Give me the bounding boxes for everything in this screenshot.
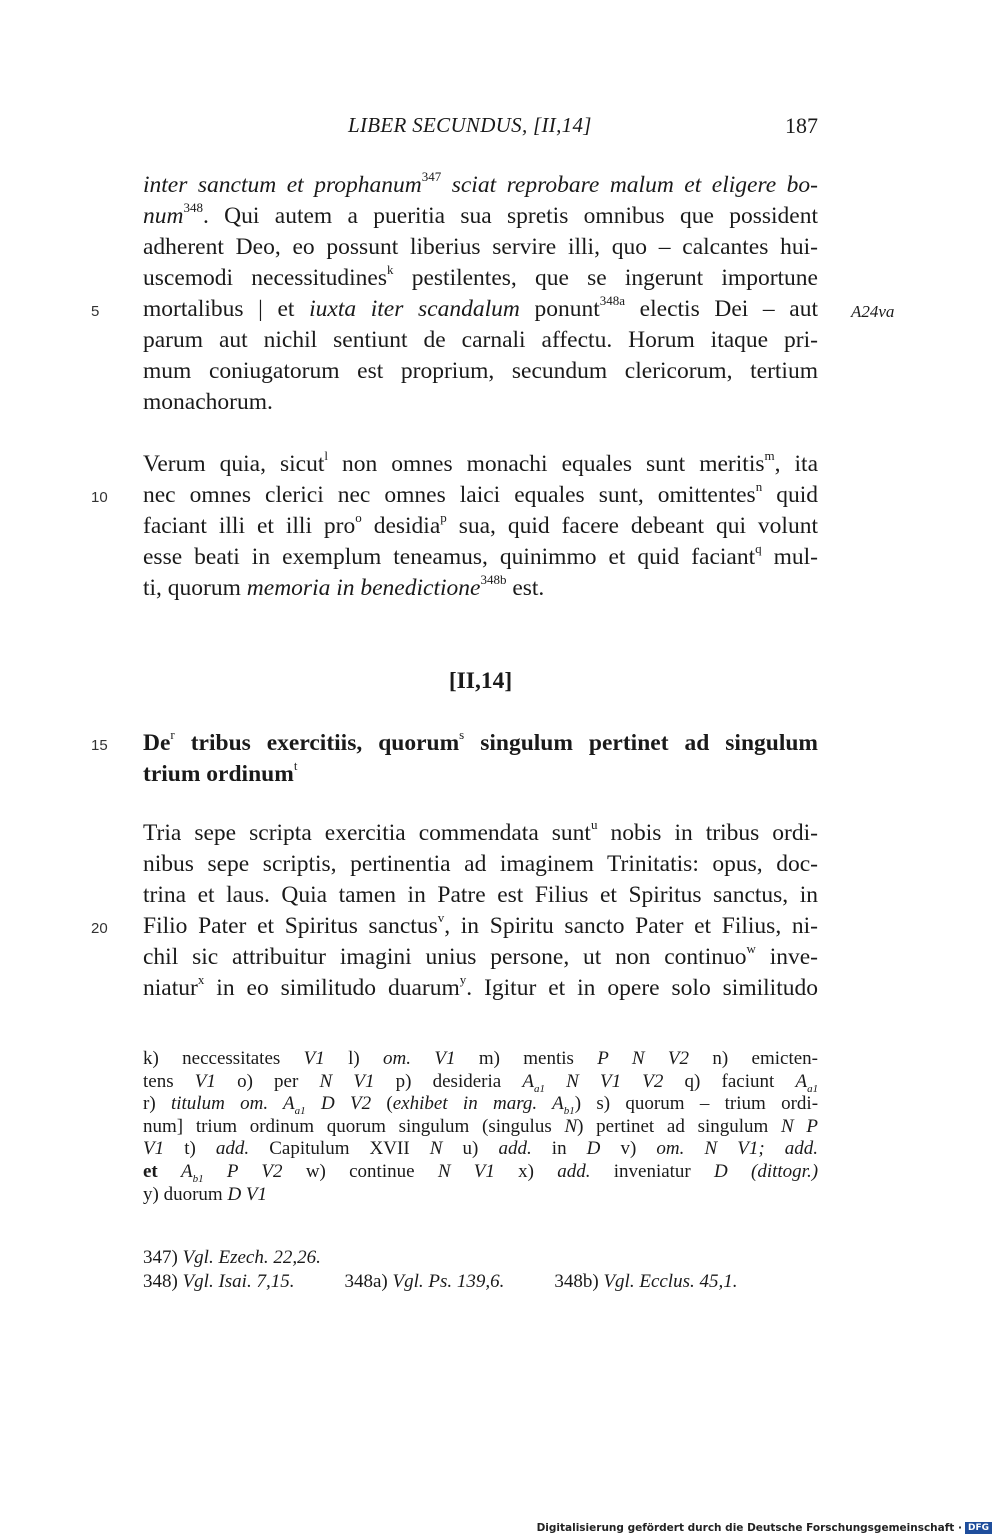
line-number: 15: [91, 737, 108, 754]
dfg-logo: DFG: [965, 1522, 992, 1534]
text-line: Tria sepe scripta exercitia commendata sunt$^u$ nobis in tribus ordi-: [143, 817, 818, 846]
text-line: mum coniugatorum est proprium, secundum clericorum, tertium: [143, 358, 818, 384]
line-number: 5: [91, 303, 100, 320]
text-line: nibus sepe scriptis, pertinentia ad imaginem Trinitatis: opus, doc-: [143, 851, 818, 877]
source-line: 347) Vgl. Ezech. 22,26.: [143, 1247, 321, 1268]
text-line: uscemodi necessitudines$^k$ pestilentes, que se ingerunt importune: [143, 262, 818, 291]
paragraph-2: [91, 448, 819, 604]
text-line: trina et laus. Quia tamen in Patre est Filius et Spiritus sanctus, in: [143, 882, 818, 908]
page-number: 187: [785, 113, 818, 138]
apparatus-line: tens V1 o) per N V1 p) desideria $A_{a1}$ N V1 V2 q) faciunt $A_{a1}$: [143, 1070, 819, 1095]
text-line: num$^{348}$. Qui autem a pueritia sua spretis omnibus que possident: [143, 200, 818, 229]
apparatus-line: num] trium ordinum quorum singulum (singulus N) pertinet ad singulum N P: [143, 1115, 819, 1137]
apparatus-line: et $A_{b1}$ P V2 w) continue N V1 x) add. inveniatur D (dittogr.): [143, 1160, 819, 1185]
apparatus-line: r) titulum om. $A_{a1}$ D V2 (exhibet in marg. $A_{b1}$) s) quorum – trium ordi-: [143, 1093, 819, 1117]
text-line: chil sic attribuitur imagini unius persone, ut non continuo$^w$ inve-: [143, 941, 818, 970]
text-line: 5 mortalibus | et iuxta iter scandalum ponunt$^{348a}$ electis Dei – aut A24va: [143, 294, 818, 325]
text-line: niatur$^x$ in eo similitudo duarum$^y$. Igitur et in opere solo similitudo: [143, 972, 818, 1001]
source-line: 348) Vgl. Isai. 7,15. 348a) Vgl. Ps. 139,6. 348b) Vgl. Ecclus. 45,1.: [143, 1271, 738, 1292]
text-line: trium ordinum$^t$: [143, 758, 298, 787]
line-number: 20: [91, 920, 108, 937]
line-number: 10: [91, 489, 108, 506]
text-line: faciant illi et illi pro$^o$ desidia$^p$ sua, quid facere debeant qui volunt: [143, 510, 818, 539]
apparatus-line: y) duorum D V1: [143, 1183, 268, 1205]
text-line: esse beati in exemplum teneamus, quinimmo et quid faciant$^q$ mul-: [143, 541, 818, 570]
paragraph-1: [91, 169, 895, 418]
section-heading: [II,14]: [448, 668, 513, 694]
text-line: inter sanctum et prophanum$^{347}$ sciat reprobare malum et eligere bo-: [143, 169, 818, 198]
apparatus-line: V1 t) add. Capitulum XVII N u) add. in D v) om. N V1; add.: [143, 1138, 819, 1160]
text-line: 20 Filio Pater et Spiritus sanctus$^v$, in Spiritu sancto Pater et Filius, ni-: [143, 911, 818, 942]
text-line: 10 nec omnes clerici nec omnes laici equales sunt, omittentes$^n$ quid: [143, 480, 818, 511]
chapter-title: [91, 727, 819, 790]
text-line: 15 De$^r$ tribus exercitiis, quorum$^s$ singulum pertinet ad singulum: [143, 728, 818, 759]
text-line: parum aut nichil sentiunt de carnali affectu. Horum itaque pri-: [143, 327, 818, 353]
digitization-credit: Digitalisierung gefördert durch die Deutsche Forschungsgemeinschaft · DFG: [537, 1522, 992, 1534]
source-references: [143, 1246, 818, 1294]
manuscript-folio-marker: A24va: [851, 302, 895, 321]
apparatus-line: k) neccessitates V1 l) om. V1 m) mentis P N V2 n) emicten-: [143, 1048, 818, 1069]
paragraph-3: [91, 817, 818, 1004]
text-line: Verum quia, sicut$^l$ non omnes monachi equales sunt meritis$^m$, ita: [143, 448, 818, 477]
running-head: [143, 113, 818, 143]
text-line: adherent Deo, eo possunt liberius servire illi, quo – calcantes hui-: [143, 234, 818, 260]
critical-apparatus: [143, 1048, 818, 1206]
text-line: monachorum.: [143, 389, 273, 415]
text-line: ti, quorum memoria in benedictione$^{348b}$ est.: [143, 572, 545, 601]
running-head-title: LIBER SECUNDUS, [II,14]: [348, 113, 592, 137]
